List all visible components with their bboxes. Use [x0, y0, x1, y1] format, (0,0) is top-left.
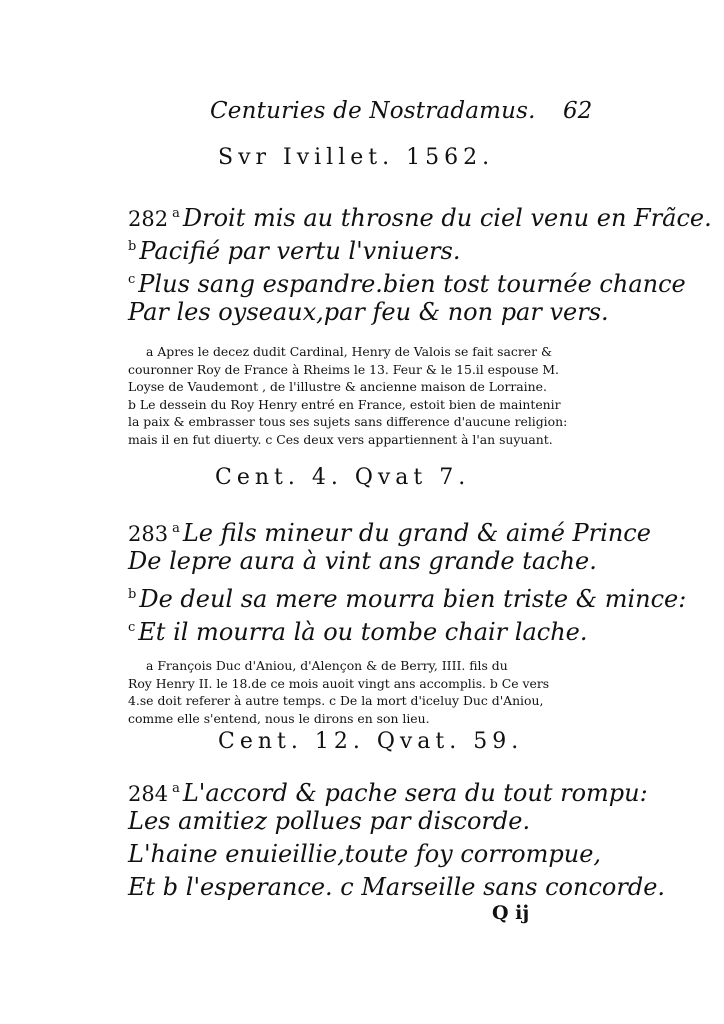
note-line: Roy Henry II. le 18.de ce mois auoit vingt ans accomplis. b Ce vers — [128, 675, 550, 691]
commentary-note — [128, 657, 596, 727]
note-line: a Apres le decez dudit Cardinal, Henry de Valois se fait sacrer & — [146, 344, 552, 359]
verse-text: Par les oyseaux,par feu & non par vers. — [128, 298, 609, 326]
verse-line — [128, 871, 666, 904]
verse-text: L'accord & pache sera du tout rompu: — [182, 779, 648, 807]
note-line: couronner Roy de France à Rheims le 13. Feur & le 15.il espouse M. — [128, 361, 559, 377]
quatrain — [128, 772, 666, 904]
quatrain-number: 283 — [128, 522, 169, 546]
quatrain-number: 284 — [128, 782, 169, 806]
verse-line — [128, 512, 651, 547]
verse-line — [128, 263, 686, 298]
note-marker: a — [172, 206, 180, 221]
note-marker: c — [128, 272, 136, 287]
note-line: a François Duc d'Aniou, d'Alençon & de Berry, IIII. fils du — [146, 658, 508, 673]
verse-line — [128, 197, 712, 232]
verse-text: L'haine enuieillie,toute foy corrompue, — [128, 840, 602, 868]
note-line: Loyse de Vaudemont , de l'illustre & ancienne maison de Lorraine. — [128, 379, 547, 394]
verse-line — [128, 296, 609, 329]
running-title: Centuries de Nostradamus. — [210, 98, 536, 124]
note-line: b Le dessein du Roy Henry entré en France, estoit bien de maintenir — [128, 396, 561, 412]
signature-mark: Q ij — [492, 902, 530, 924]
verse-text: Le fils mineur du grand & aimé Prince — [182, 519, 651, 547]
verse-line — [128, 611, 588, 646]
verse-text: Droit mis au throsne du ciel venu en Frãce. — [182, 204, 712, 232]
section-heading: Svr Ivillet. 1562. — [218, 145, 495, 170]
note-line: la paix & embrasser tous ses sujets sans difference d'aucune religion: — [128, 414, 568, 429]
verse-text: De lepre aura à vint ans grande tache. — [128, 547, 597, 575]
note-marker: c — [128, 620, 136, 635]
verse-line — [128, 772, 648, 807]
verse-line — [128, 545, 597, 578]
commentary-note — [128, 343, 596, 448]
verse-text: Pacifié par vertu l'vniuers. — [139, 237, 461, 265]
verse-text: Plus sang espandre.bien tost tournée chance — [138, 270, 686, 298]
note-marker: a — [172, 781, 180, 796]
quatrain — [128, 197, 712, 329]
note-marker: b — [128, 239, 137, 254]
note-marker: a — [172, 521, 180, 536]
verse-line — [128, 805, 568, 838]
verse-line — [128, 838, 602, 871]
verse-text: Et il mourra là ou tombe chair lache. — [138, 618, 588, 646]
verse-text: Les amitiez pollues par discorde. — [128, 807, 531, 835]
page-number: 62 — [563, 98, 593, 124]
note-line: 4.se doit referer à autre temps. c De la mort d'iceluy Duc d'Aniou, — [128, 693, 544, 708]
verse-line — [128, 230, 568, 263]
quatrain-number: 282 — [128, 207, 169, 231]
verse-text: Et b l'esperance. c Marseille sans concorde. — [128, 873, 666, 901]
verse-line — [128, 578, 687, 613]
section-heading: Cent. 12. Qvat. 59. — [218, 729, 524, 754]
note-marker: b — [128, 587, 137, 602]
verse-text: De deul sa mere mourra bien triste & mince: — [139, 585, 687, 613]
note-line: comme elle s'entend, nous le dirons en son lieu. — [128, 710, 430, 726]
quatrain — [128, 512, 687, 646]
note-line: mais il en fut diuerty. c Ces deux vers appartiennent à l'an suyuant. — [128, 431, 553, 447]
section-heading: Cent. 4. Qvat 7. — [215, 465, 471, 490]
